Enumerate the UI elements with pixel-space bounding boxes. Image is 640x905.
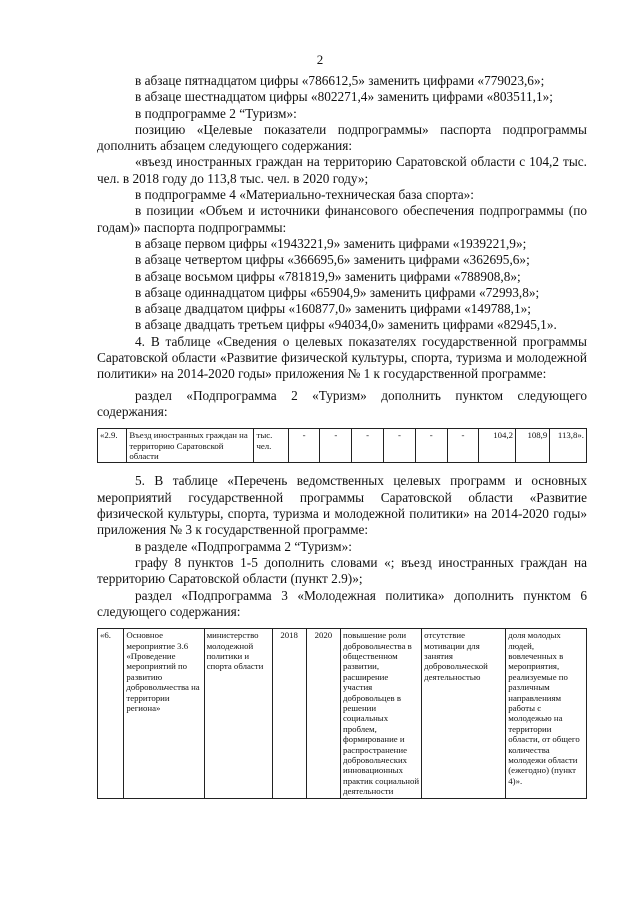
cell-dash: - [384,429,416,463]
paragraph: раздел «Подпрограмма 3 «Молодежная политика» дополнить пунктом 6 следующего содержания: [97,587,587,619]
program-events-table [97,628,587,799]
paragraph: 4. В таблице «Сведения о целевых показателях государственной программы Саратовской области «Развитие физической культуры, спорта, туризма и молодежной политики» на 2014-2020 годы» приложения № 1 к государственной программе: [97,333,587,382]
paragraph: позицию «Целевые показатели подпрограммы» паспорта подпрограммы дополнить абзацем следующего содержания: [97,121,587,154]
paragraph: в подпрограмме 2 “Туризм»: [135,105,297,121]
document-body [97,73,587,799]
cell-unit: тыс. чел. [254,429,288,463]
paragraph: раздел «Подпрограмма 2 «Туризм» дополнить пунктом следующего содержания: [97,387,587,419]
paragraph: 5. В таблице «Перечень ведомственных целевых программ и основных мероприятий государственной программы Саратовской области «Развитие физической культуры, спорта, туризма и молодежной политики» на 2014-2020 годы» приложения № 3 к государственной программе: [97,473,587,538]
cell-dash: - [352,429,384,463]
cell-event: Основное мероприятие 3.6 «Проведение мероприятий по развитию добровольчества на территории региона» [124,629,204,799]
cell-indicator-link: доля молодых людей, вовлеченных в мероприятия, реализуемые по различным направлениям работы с молодежью на территории области, от общего количества молодежи области (ежегодно) (пункт 4)». [506,629,587,799]
paragraph: графу 8 пунктов 1-5 дополнить словами «; въезд иностранных граждан на территорию Саратовской области (пункт 2.9)»; [97,554,587,587]
paragraph: в абзаце пятнадцатом цифры «786612,5» заменить цифрами «779023,6»; [135,73,545,88]
cell-expected-result: повышение роли добровольчества в общественном развитии, расширение участия добровольцев в решении социальных проблем, формирование и распространение добровольческих инновационных практик социальной деятельности [340,629,421,799]
paragraph: в абзаце двадцатом цифры «160877,0» заменить цифрами «149788,1»; [135,301,531,317]
paragraph: в абзаце одиннадцатом цифры «65904,9» заменить цифрами «72993,8»; [135,284,540,300]
cell-dash: - [415,429,447,463]
paragraph: в подпрограмме 4 «Материально-техническая база спорта»: [135,187,474,203]
paragraph: в абзаце двадцать третьем цифры «94034,0» заменить цифрами «82945,1». [135,317,557,333]
cell-number: «2.9. [98,429,127,463]
cell-year-end: 2020 [306,629,340,799]
paragraph: в абзаце первом цифры «1943221,9» заменить цифрами «1939221,9»; [135,235,527,251]
cell-executor: министерство молодежной политики и спорта области [204,629,272,799]
cell-number: «6. [98,629,124,799]
page-number: 2 [316,52,324,67]
table-row [98,629,587,799]
cell-dash: - [320,429,352,463]
cell-dash: - [288,429,320,463]
table-row [98,429,587,463]
paragraph: «въезд иностранных граждан на территорию Саратовской области с 104,2 тыс. чел. в 2018 году до 113,8 тыс. чел. в 2020 году»; [97,154,587,186]
cell-indicator-name: Въезд иностранных граждан на территорию Саратовской области [127,429,254,463]
paragraph: в абзаце шестнадцатом цифры «802271,4» заменить цифрами «803511,1»; [135,89,553,105]
cell-year-start: 2018 [272,629,306,799]
cell-value-2018: 104,2 [479,429,516,463]
cell-value-2020: 113,8». [550,429,587,463]
cell-dash: - [447,429,479,463]
cell-value-2019: 108,9 [516,429,550,463]
paragraph: в разделе «Подпрограмма 2 “Туризм»: [135,538,352,554]
paragraph: в абзаце восьмом цифры «781819,9» заменить цифрами «788908,8»; [135,268,521,284]
paragraph: в позиции «Объем и источники финансового обеспечения подпрограммы (по годам)» паспорта подпрограммы: [97,203,587,235]
paragraph: в абзаце четвертом цифры «366695,6» заменить цифрами «362695,6»; [135,252,530,268]
target-indicator-table [97,428,587,463]
cell-consequence: отсутствие мотивации для занятия добровольческой деятельностью [422,629,506,799]
